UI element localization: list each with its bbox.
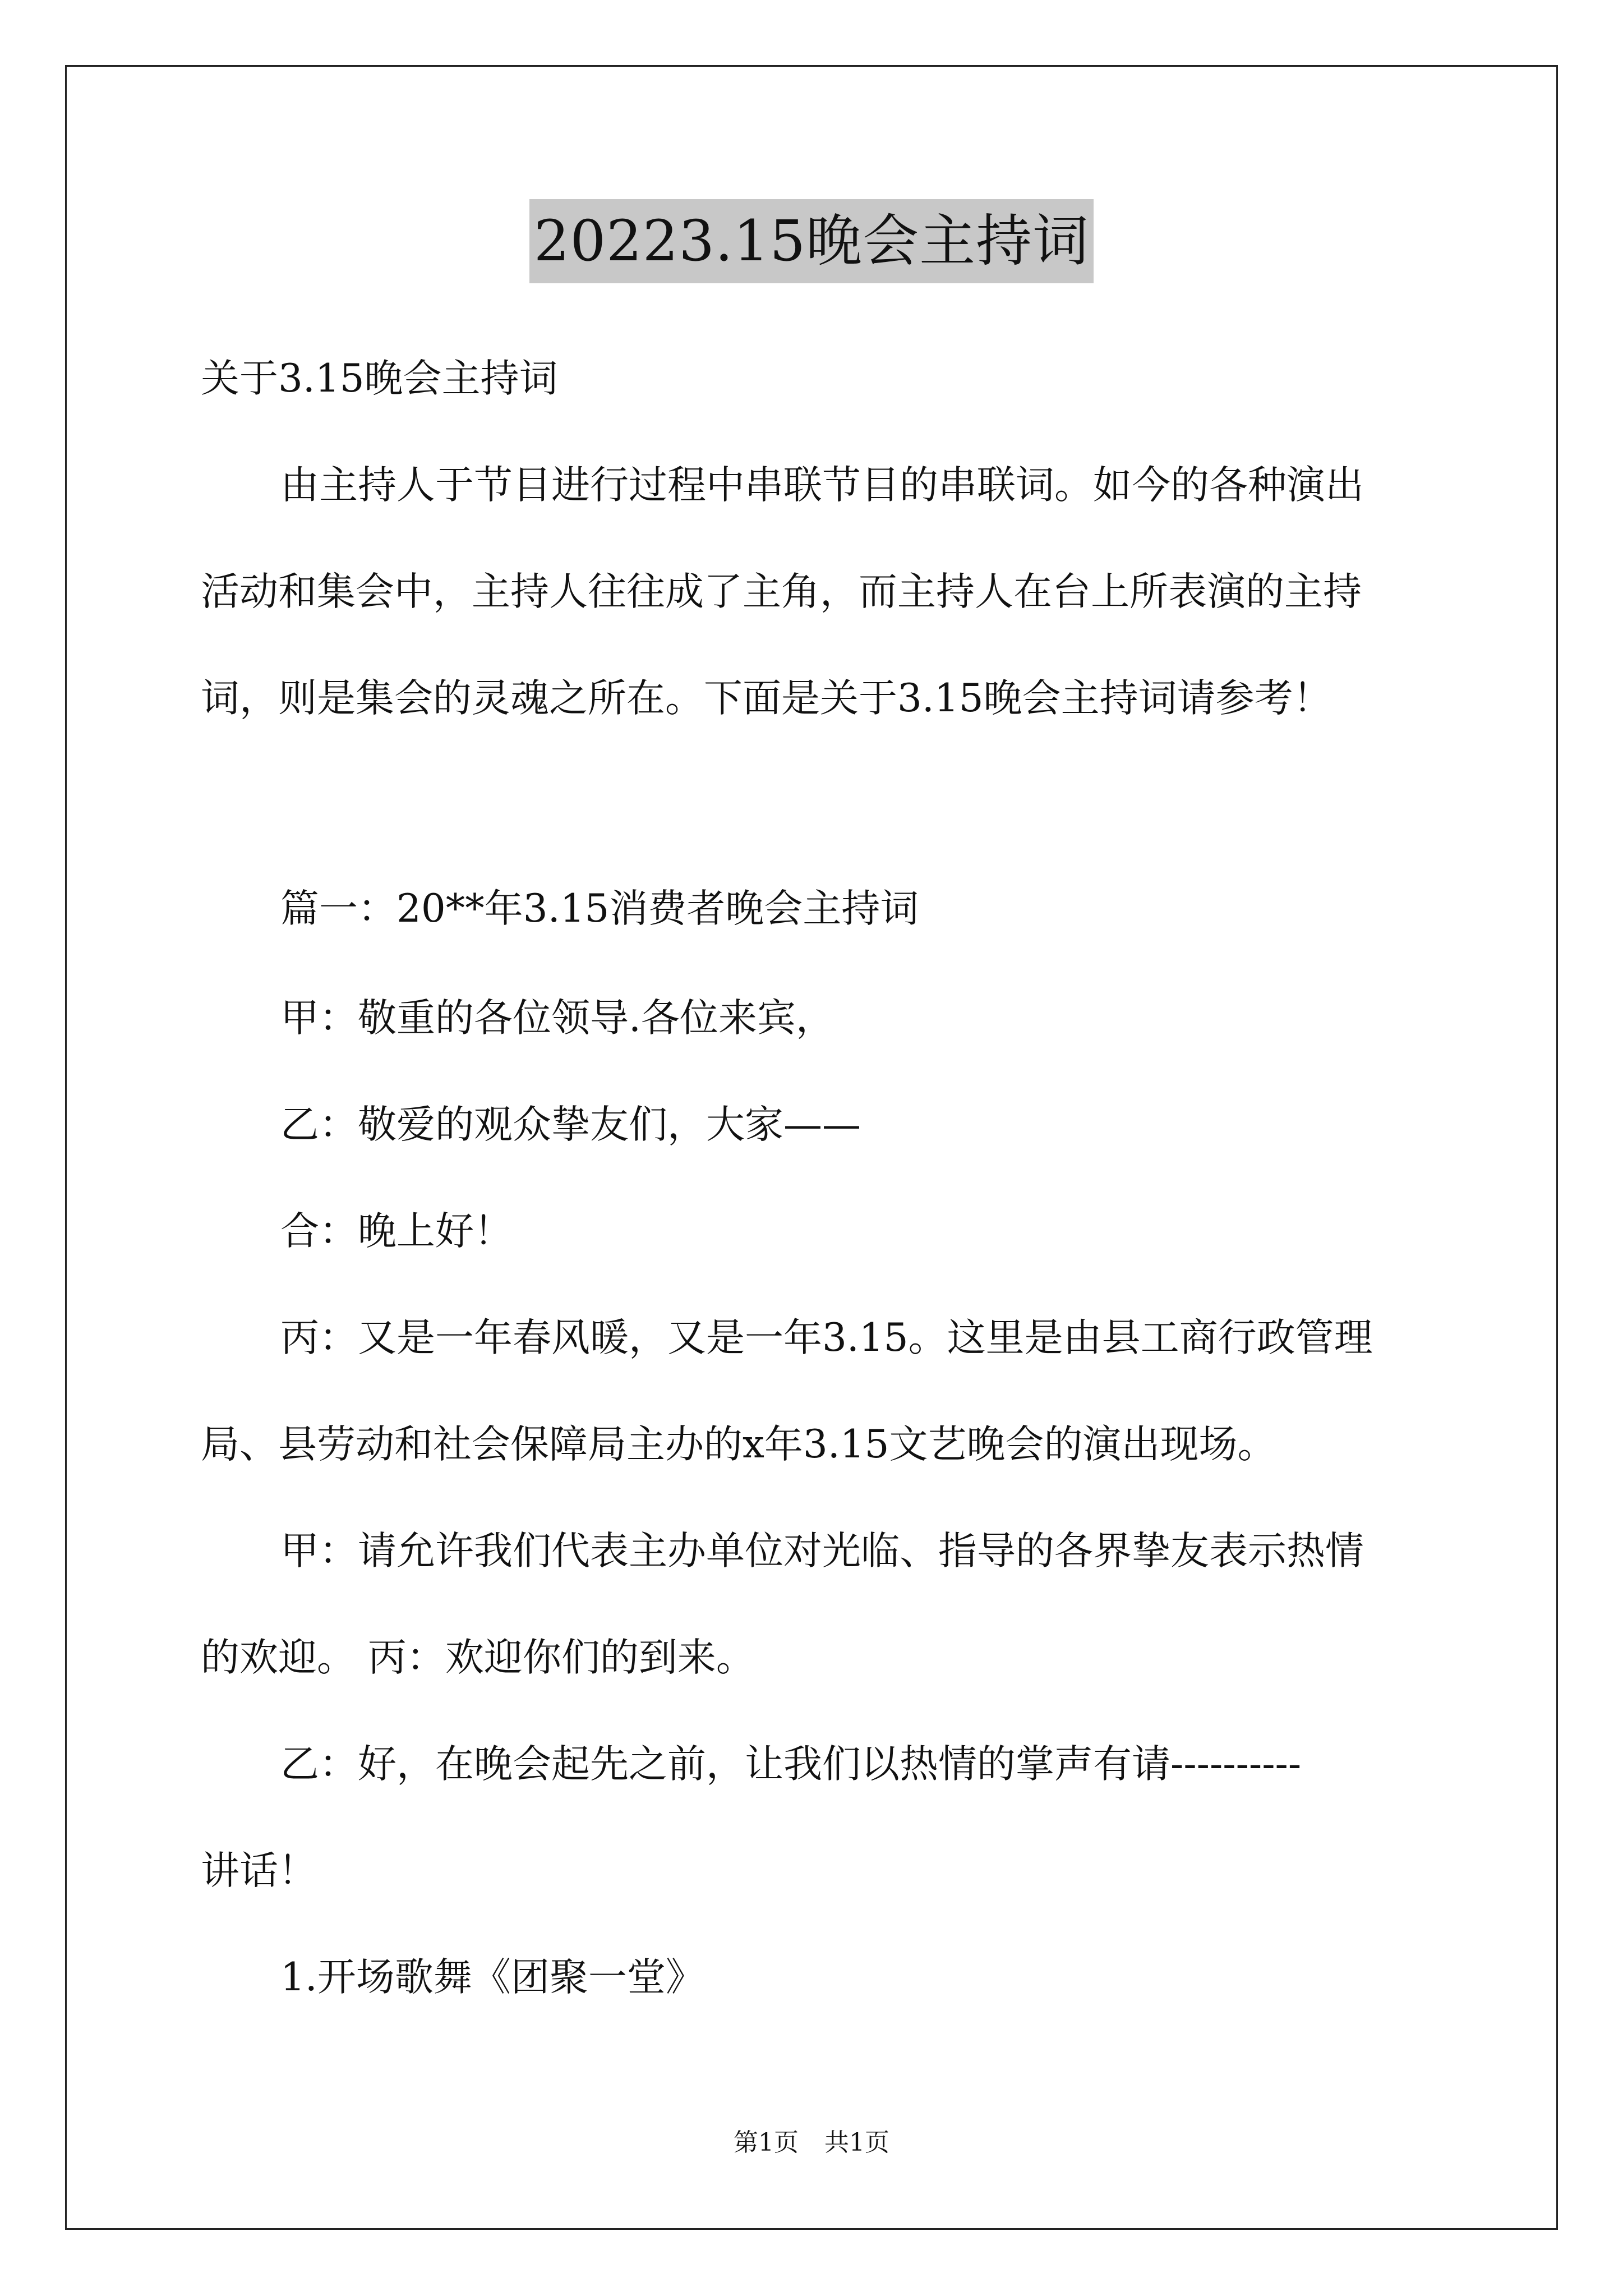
subtitle-line: 关于3.15晚会主持词 [201, 356, 558, 401]
page-footer [0, 2126, 1623, 2160]
body-line: 甲：请允许我们代表主办单位对光临、指导的各界挚友表示热情 [280, 1529, 1364, 1573]
page-total: 共1页 [824, 2128, 889, 2157]
body-line: 乙：敬爱的观众挚友们，大家—— [280, 1102, 861, 1147]
title-container [0, 199, 1623, 283]
list-item: 1.开场歌舞《团聚一堂》 [280, 1955, 704, 2000]
body-line: 丙：又是一年春风暖，又是一年3.15。这里是由县工商行政管理 [280, 1315, 1373, 1360]
section-heading: 篇一：20**年3.15消费者晚会主持词 [280, 886, 919, 931]
body-line: 合：晚上好！ [280, 1209, 513, 1254]
body-line: 乙：好，在晚会起先之前，让我们以热情的掌声有请---------- [280, 1742, 1302, 1787]
page-number: 第1页 [734, 2128, 799, 2157]
body-line: 活动和集会中，主持人往往成了主角，而主持人在台上所表演的主持 [201, 569, 1362, 614]
body-line: 局、县劳动和社会保障局主办的x年3.15文艺晚会的演出现场。 [201, 1422, 1276, 1467]
body-line: 由主持人于节目进行过程中串联节目的串联词。如今的各种演出 [280, 463, 1364, 508]
body-line: 的欢迎。 丙：欢迎你们的到来。 [201, 1635, 755, 1680]
body-line: 词，则是集会的灵魂之所在。下面是关于3.15晚会主持词请参考！ [201, 676, 1332, 721]
body-line: 甲：敬重的各位领导.各位来宾， [280, 996, 834, 1041]
body-line: 讲话！ [201, 1848, 317, 1893]
document-title: 20223.15晚会主持词 [529, 199, 1094, 283]
